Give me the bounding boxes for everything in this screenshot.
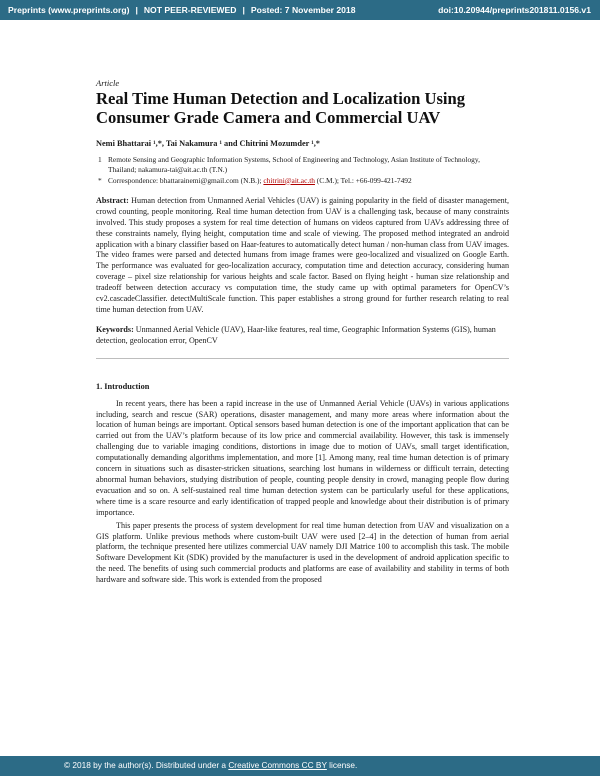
body-paragraph: In recent years, there has been a rapid increase in the use of Unmanned Aerial Vehicle (UAVs) in various applications including, search and rescue (SAR) operations, disaster management, and many more areas where information about the location of human beings are important. Optical sensors based human detection is one of the important application that can be carried out from the UAV’s platform because of its low price and commercial availability. However, this task is immensely challenging due to variable imaging conditions, distortions in image due to motion of UAVs, small target identification, computationally demanding algorithms implementation, and more [1]. Among many, real time human detection is of primary concern in situations such as disaster-stricken situations, searching lost humans in wilderness or difficult terrain, detecting abnormal human behaviors, studying distribution of people, counting people density in crowd, managing people flow during evacuation and so on. A self-sustained real time human detection system can be particularly useful for these applications, where time is a scare resource and early identification of trapped people and knowledge about their distribution is of primary importance. (96, 398, 509, 517)
abstract (96, 196, 509, 316)
abstract-text: Human detection from Unmanned Aerial Vehicles (UAV) is gaining popularity in the field of disaster management, crowd counting, people monitoring. Real time human detection from UAV is a challenging task, because of many constraints involved. This study proposes a system for real time detection of humans on videos captured from UAVs addressing three of these constraints namely, flying height, computation time and scale of viewing. The proposed method integrated an android application with a binary classifier based on Haar-features to automatically detect human / non-human class from UAV images. The video frames were parsed and detected humans from image frames were geo-localized and visualized on Google Earth. The performance was evaluated for geo-localization accuracy, computation time and detection accuracy, considering human coverage – pixel size relationship for various heights and scale factor. Based on flying height - human size relationship and tradeoff between detection accuracy vs computation time, the study came up with optimal parameters for OpenCV’s cv2.cascadeClassifier. detectMultiScale function. This paper establishes a strong ground for further research relating to real time human detection from UAV. (96, 195, 509, 314)
preprint-header-bar (0, 0, 600, 20)
posted-date: Posted: 7 November 2018 (250, 5, 356, 15)
header-separator: | (242, 5, 245, 15)
header-left (8, 5, 356, 15)
affiliations (96, 155, 509, 186)
correspondence-marker: * (98, 175, 102, 185)
doi-link[interactable]: doi:10.20944/preprints201811.0156.v1 (438, 5, 591, 15)
keywords-text: Unmanned Aerial Vehicle (UAV), Haar-like features, real time, Geographic Information Systems (GIS), human detection, geolocation error, OpenCV (96, 324, 496, 345)
license-suffix: license. (326, 760, 358, 770)
abstract-label: Abstract: (96, 195, 129, 205)
license-notice (64, 760, 357, 770)
article-content (96, 78, 509, 586)
review-status: NOT PEER-REVIEWED (143, 5, 237, 15)
source-link[interactable]: Preprints (www.preprints.org) (8, 5, 130, 15)
correspondence (96, 176, 509, 186)
correspondence-email-link[interactable]: chitrini@ait.ac.th (263, 175, 315, 185)
correspondence-suffix: (C.M.); Tel.: +66-099-421-7492 (314, 175, 412, 185)
correspondence-prefix: Correspondence: bhattarainemi@gmail.com (N.B.); (108, 175, 264, 185)
section-divider (96, 358, 509, 359)
author-list: Nemi Bhattarai ¹,*, Tai Nakamura ¹ and Chitrini Mozumder ¹,* (96, 139, 320, 148)
keywords-label: Keywords: (96, 324, 134, 334)
keywords (96, 325, 509, 347)
affiliation-marker: 1 (98, 155, 102, 164)
body-paragraph: This paper presents the process of system development for real time human detection from UAV and visualization on a GIS platform. Unlike previous methods where custom-built UAV were used [2–4] in the detection of human from aerial platform, the technique presented here utilizes commercial UAV namely DJI Matrice 100 to accomplish this task. The mobile Software Development Kit (SDK) provided by the manufacturer is used in the development of android application specific to the need. The benefits of using such commercial products and platforms are ease of availability and stability in terms of both hardware and software side. This work is extended from the proposed (96, 520, 509, 585)
affiliation-1 (96, 155, 509, 176)
header-separator: | (135, 5, 138, 15)
license-link[interactable]: Creative Commons CC BY (228, 760, 327, 770)
license-prefix: © 2018 by the author(s). Distributed under a (64, 760, 229, 770)
article-type: Article (96, 78, 120, 88)
section-heading: 1. Introduction (96, 381, 150, 391)
paper-title: Real Time Human Detection and Localization Using Consumer Grade Camera and Commercial UAV (96, 89, 466, 127)
license-footer-bar (0, 756, 600, 776)
affiliation-text: Remote Sensing and Geographic Information Systems, School of Engineering and Technology, Asian Institute of Technology, Thailand; nakamura-tai@ait.ac.th (T.N.) (108, 155, 480, 175)
